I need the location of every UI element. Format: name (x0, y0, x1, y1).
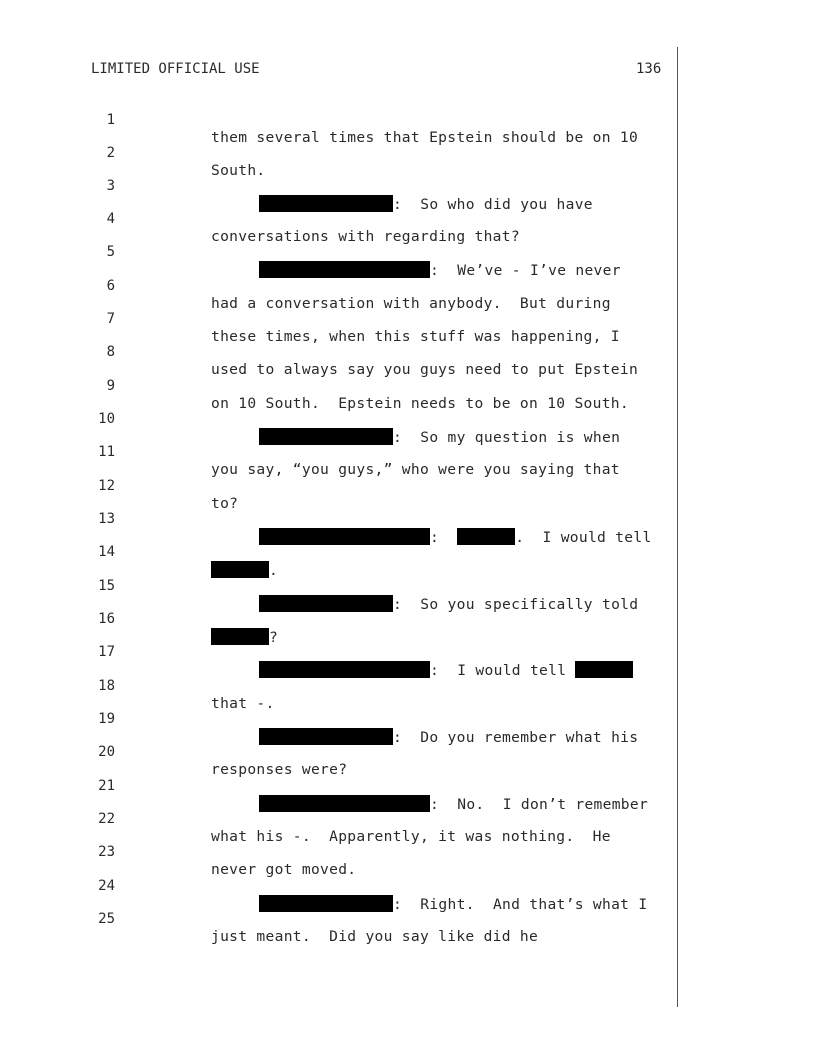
transcript-line (0, 861, 816, 913)
transcript-line (0, 827, 816, 878)
line-text-segment: : No. I don’t remember (430, 796, 649, 813)
line-text-segment: : So my question is when (393, 429, 621, 446)
line-number: 9 (106, 378, 115, 394)
line-number: 18 (98, 678, 115, 694)
line-text-segment: used to always say you guys need to put Epstein (211, 361, 639, 378)
line-number: 2 (106, 145, 115, 161)
line-number: 5 (106, 244, 115, 260)
line-text-segment: had a conversation with anybody. But during (211, 295, 611, 312)
transcript-line (0, 361, 816, 412)
line-text-segment: : We’ve - I’ve never (430, 262, 621, 279)
line-text-segment: on 10 South. Epstein needs to be on 10 South. (211, 395, 629, 412)
line-text-segment: you say, “you guys,” who were you saying that (211, 461, 620, 478)
line-text-segment: what his -. Apparently, it was nothing. He (211, 828, 611, 845)
line-number: 8 (106, 344, 115, 360)
line-text-segment: : Right. And that’s what I (393, 896, 648, 913)
line-text-segment: to? (211, 495, 239, 512)
transcript-line (0, 627, 816, 679)
transcript-line (0, 794, 816, 845)
transcript-line (0, 95, 816, 146)
line-text-segment: : (430, 529, 458, 546)
line-text-segment: : So you specifically told (393, 596, 639, 613)
transcript-line (0, 194, 816, 245)
line-number: 22 (98, 811, 115, 827)
line-text-segment: : Do you remember what his (393, 729, 639, 746)
line-number: 10 (98, 411, 115, 427)
transcript-line (0, 427, 816, 478)
line-number: 23 (98, 844, 115, 860)
transcript-line (0, 494, 816, 546)
line-text-segment: conversations with regarding that? (211, 228, 520, 245)
line-text-segment: : So who did you have (393, 196, 593, 213)
transcript-line (0, 527, 816, 579)
line-text-segment: just meant. Did you say like did he (211, 928, 539, 945)
line-number: 4 (106, 211, 115, 227)
transcript-line (0, 128, 816, 179)
transcript-line (0, 394, 816, 446)
line-number: 1 (106, 112, 115, 128)
transcript-line (0, 694, 816, 746)
line-number: 6 (106, 278, 115, 294)
line-text-segment: never got moved. (211, 861, 357, 878)
line-text-segment: . I would tell (515, 529, 652, 546)
line-number: 16 (98, 611, 115, 627)
line-text-segment: . (269, 562, 279, 579)
page-number: 136 (636, 61, 662, 77)
line-text (211, 928, 538, 945)
line-text-segment: ? (269, 629, 279, 646)
line-number: 20 (98, 744, 115, 760)
line-number: 11 (98, 444, 115, 460)
line-number: 21 (98, 778, 115, 794)
transcript-line (0, 227, 816, 279)
line-number: 17 (98, 644, 115, 660)
line-number: 14 (98, 544, 115, 560)
line-text-segment: responses were? (211, 761, 348, 778)
transcript-line (0, 661, 816, 712)
transcript-line (0, 594, 816, 646)
line-number: 7 (106, 311, 115, 327)
transcript-line (0, 461, 816, 512)
transcript-line (0, 161, 816, 213)
line-number: 24 (98, 878, 115, 894)
transcript-line (0, 894, 816, 945)
transcript-line (0, 261, 816, 312)
line-number: 12 (98, 478, 115, 494)
line-number: 13 (98, 511, 115, 527)
line-number: 25 (98, 911, 115, 927)
line-number: 3 (106, 178, 115, 194)
line-text-segment: that -. (211, 695, 275, 712)
transcript-line (0, 327, 816, 378)
line-text-segment: these times, when this stuff was happening, I (211, 328, 620, 345)
transcript-line (0, 561, 816, 613)
line-text-segment: : I would tell (430, 662, 576, 679)
page-header-classification: LIMITED OFFICIAL USE (91, 61, 260, 77)
transcript-line (0, 294, 816, 345)
line-text-segment: South. (211, 162, 266, 179)
line-number: 19 (98, 711, 115, 727)
transcript-line (0, 727, 816, 778)
line-text-segment: them several times that Epstein should be on 10 (211, 129, 639, 146)
transcript-line (0, 761, 816, 813)
line-number: 15 (98, 578, 115, 594)
